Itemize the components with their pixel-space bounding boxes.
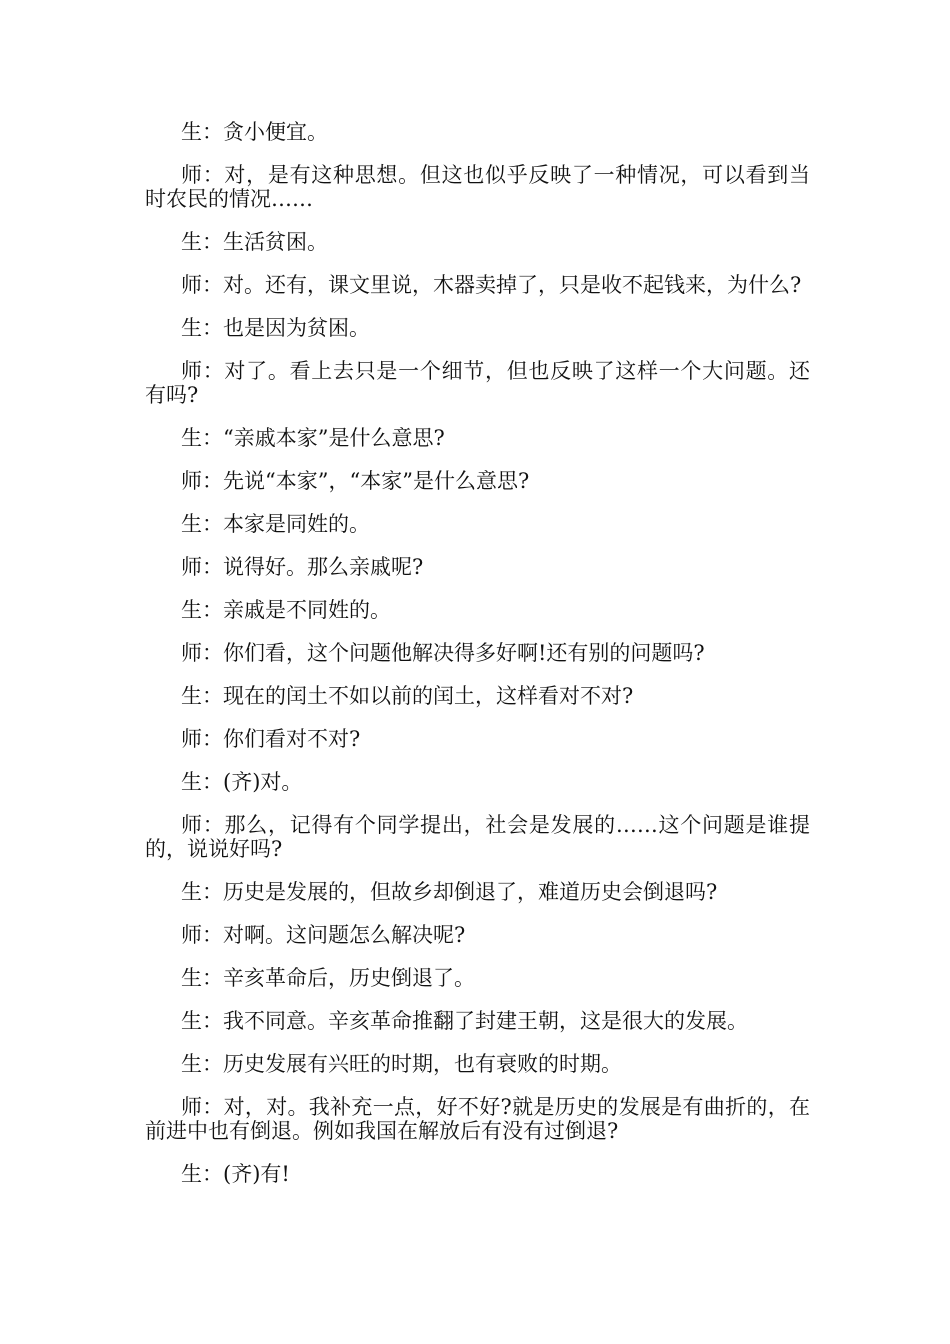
dialogue-line: 生：我不同意。辛亥革命推翻了封建王朝，这是很大的发展。 (181, 1009, 748, 1033)
dialogue-line: 师：对，对。我补充一点，好不好?就是历史的发展是有曲折的，在前进中也有倒退。例如我国在解放后有没有过倒退? (145, 1095, 810, 1143)
dialogue-line: 师：你们看，这个问题他解决得多好啊!还有别的问题吗? (181, 641, 705, 665)
dialogue-line: 师：先说“本家”，“本家”是什么意思? (181, 469, 530, 493)
dialogue-line: 生：历史是发展的，但故乡却倒退了，难道历史会倒退吗? (181, 880, 718, 904)
dialogue-line: 师：对啊。这问题怎么解决呢? (181, 923, 466, 947)
dialogue-line: 师：说得好。那么亲戚呢? (181, 555, 424, 579)
dialogue-line: 师：你们看对不对? (181, 727, 361, 751)
dialogue-line: 生：本家是同姓的。 (181, 512, 370, 536)
dialogue-line: 生：生活贫困。 (181, 230, 328, 254)
dialogue-line: 生：“亲戚本家”是什么意思? (181, 426, 445, 450)
dialogue-line: 生：现在的闰土不如以前的闰土，这样看对不对? (181, 684, 634, 708)
dialogue-line: 生：(齐)对。 (181, 770, 303, 794)
dialogue-line: 生：贪小便宜。 (181, 120, 328, 144)
dialogue-text (145, 120, 810, 1205)
dialogue-line: 生：(齐)有! (181, 1162, 290, 1186)
dialogue-line: 师：对，是有这种思想。但这也似乎反映了一种情况，可以看到当时农民的情况…… (145, 163, 810, 211)
dialogue-line: 生：辛亥革命后，历史倒退了。 (181, 966, 475, 990)
dialogue-line: 师：对。还有，课文里说，木器卖掉了，只是收不起钱来，为什么? (181, 273, 802, 297)
dialogue-line: 生：也是因为贫困。 (181, 316, 370, 340)
dialogue-line: 生：历史发展有兴旺的时期，也有衰败的时期。 (181, 1052, 622, 1076)
dialogue-line: 师：对了。看上去只是一个细节，但也反映了这样一个大问题。还有吗? (145, 359, 810, 407)
dialogue-line: 师：那么，记得有个同学提出，社会是发展的……这个问题是谁提的，说说好吗? (145, 813, 810, 861)
dialogue-line: 生：亲戚是不同姓的。 (181, 598, 391, 622)
